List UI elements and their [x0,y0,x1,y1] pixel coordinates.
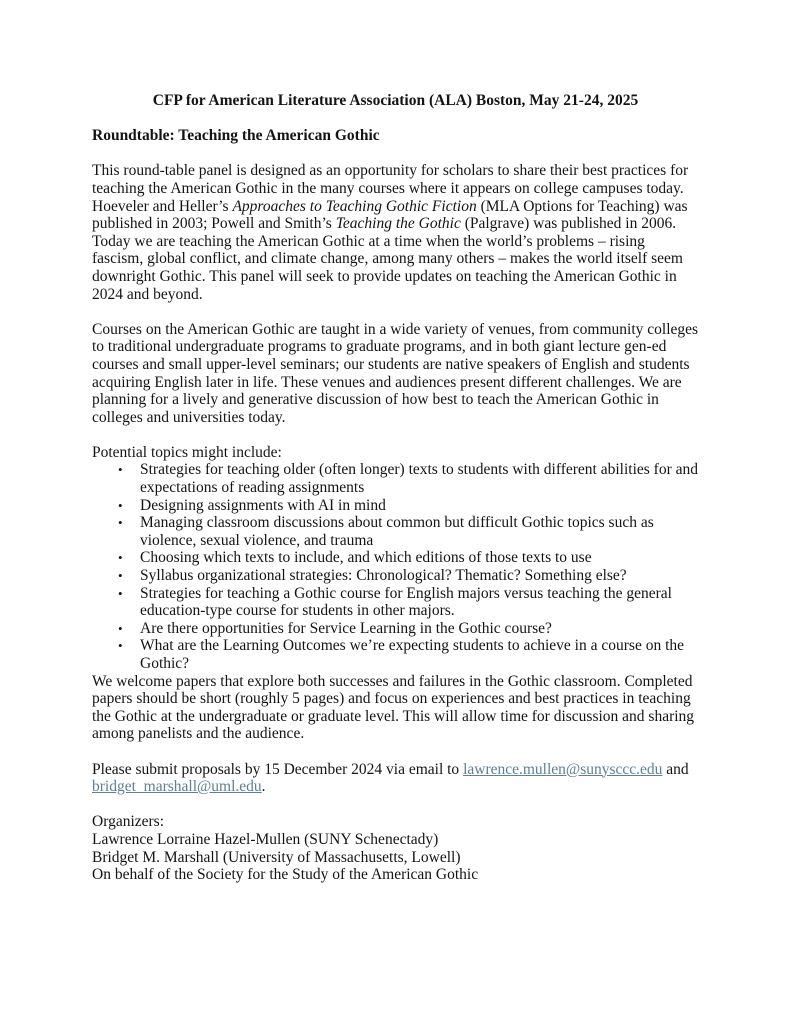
book-title-italic: Teaching the Gothic [335,215,461,233]
topic-text: Are there opportunities for Service Learning in the Gothic course? [140,619,552,637]
topic-bullet-item [92,461,699,496]
topic-bullet-item [92,567,699,585]
bullet-marker-icon: • [118,620,123,636]
intro-paragraph [92,162,699,303]
bullet-marker-icon: • [118,585,123,601]
book-title-italic: Approaches to Teaching Gothic Fiction [232,197,477,215]
email-link[interactable]: lawrence.mullen@sunysccc.edu [463,760,663,778]
topic-text: Syllabus organizational strategies: Chronological? Thematic? Something else? [140,567,627,585]
text-run: . [261,778,266,796]
topic-text: Designing assignments with AI in mind [140,496,386,514]
email-link[interactable]: bridget_marshall@uml.edu [92,778,262,796]
text-run: Please submit proposals by 15 December 2024 via email to [92,760,464,778]
bullet-marker-icon: • [118,550,123,566]
topic-bullet-item [92,585,699,620]
organizers-block [92,813,699,883]
topic-text: Choosing which texts to include, and which editions of those texts to use [140,549,592,567]
bullet-marker-icon: • [118,462,123,478]
topic-text: Managing classroom discussions about common but difficult Gothic topics such as violence, sexual violence, and trauma [140,514,654,549]
organizer-line: On behalf of the Society for the Study of the American Gothic [92,866,479,884]
topic-text: What are the Learning Outcomes we’re expecting students to achieve in a course on the Gothic? [140,637,685,672]
text-run: and [662,760,689,778]
venues-paragraph: Courses on the American Gothic are taught in a wide variety of venues, from community colleges to traditional undergraduate programs to graduate programs, and in both giant lecture gen-ed courses and small upper-level seminars; our students are native speakers of English and students acquiring English later in life. These venues and audiences present different challenges. We are planning for a lively and generative discussion of how best to teach the American Gothic in colleges and universities today. [92,320,699,426]
organizer-line: Lawrence Lorraine Hazel-Mullen (SUNY Schenectady) [92,830,439,848]
bullet-marker-icon: • [118,568,123,584]
organizers-label: Organizers: [92,813,165,831]
bullet-marker-icon: • [118,497,123,513]
topic-bullet-item [92,549,699,567]
organizer-line: Bridget M. Marshall (University of Massachusetts, Lowell) [92,848,461,866]
text-run: (MLA Options for Teaching) was published in 2003; Powell and Smith’s [92,197,688,233]
topics-intro: Potential topics might include: [92,443,282,461]
bullet-marker-icon: • [118,515,123,531]
text-run: This round-table panel is designed as an opportunity for scholars to share their best practices for teaching the American Gothic in the many courses where it appears on college campuses today. Hoeveler and Heller’s [92,162,689,215]
bullet-marker-icon: • [118,638,123,654]
topic-bullet-item [92,497,699,515]
topic-text: Strategies for teaching older (often longer) texts to students with different abilities for and expectations of reading assignments [140,461,698,497]
topic-bullet-item [92,514,699,549]
topic-bullet-item [92,637,699,672]
topics-list [92,461,699,672]
text-run: (Palgrave) was published in 2006. Today we are teaching the American Gothic at a time when the world’s problems – rising fascism, global conflict, and climate change, among many others – makes the world itself seem downright Gothic. This panel will seek to provide updates on teaching the American Gothic in 2024 and beyond. [92,215,683,303]
topic-bullet-item [92,620,699,638]
roundtable-heading: Roundtable: Teaching the American Gothic [92,127,380,145]
topic-text: Strategies for teaching a Gothic course for English majors versus teaching the general education-type course for students in other majors. [140,584,672,620]
organizers-list [92,831,699,884]
welcome-paragraph: We welcome papers that explore both successes and failures in the Gothic classroom. Completed papers should be short (roughly 5 pages) and focus on experiences and best practices in teaching the Gothic at the undergraduate or graduate level. This will allow time for discussion and sharing among panelists and the audience. [92,672,695,743]
document-title: CFP for American Literature Association (ALA) Boston, May 21-24, 2025 [152,92,639,109]
submit-paragraph [92,761,699,796]
